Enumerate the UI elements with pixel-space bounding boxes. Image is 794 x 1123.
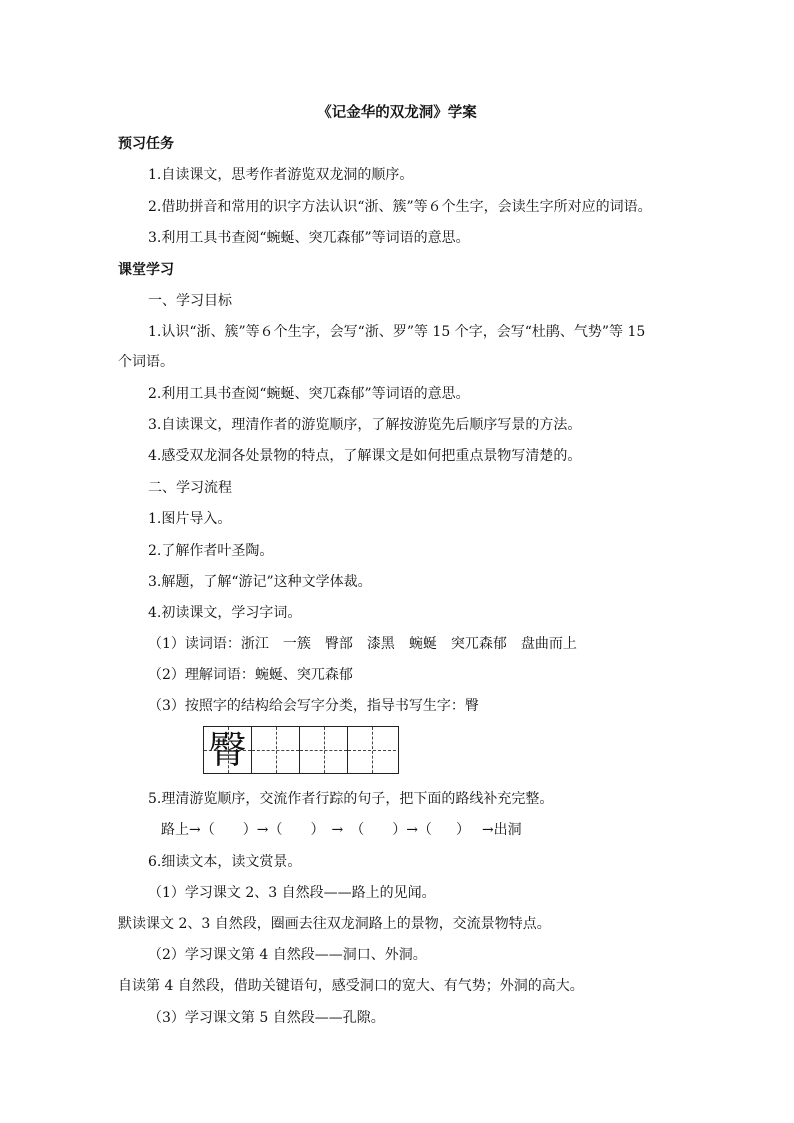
- step-4-2: （2）理解词语：蜿蜒、突兀森郁: [148, 667, 353, 683]
- goal-1-line-1: 1.认识“浙、簇”等６个生字，会写“浙、罗”等 15 个字，会写“杜鹃、气势”等 15: [148, 324, 646, 340]
- route-end: →出洞: [481, 822, 522, 838]
- practice-cell: [300, 727, 348, 773]
- practice-cell: [348, 727, 396, 773]
- preview-item-1: 1.自读课文，思考作者游览双龙洞的顺序。: [148, 167, 414, 183]
- step-6-1: （1）学习课文 2、3 自然段——路上的见闻。: [148, 885, 436, 901]
- practice-cell: [252, 727, 300, 773]
- route-start: 路上→（: [161, 822, 215, 838]
- writing-practice-grid: [203, 726, 399, 774]
- step-5: 5.理清游览顺序，交流作者行踪的句子，把下面的路线补充完整。: [148, 791, 554, 807]
- practice-cell-example: [204, 727, 252, 773]
- step-2: 2.了解作者叶圣陶。: [148, 543, 274, 559]
- route-blank-4: ）: [455, 822, 470, 838]
- step-3: 3.解题，了解“游记”这种文学体裁。: [148, 574, 372, 590]
- route-blank-3: ）→（: [392, 822, 432, 838]
- goal-2: 2.利用工具书查阅“蜿蜒、突兀森郁”等词语的意思。: [148, 386, 470, 402]
- step-6-3: （3）学习课文第 5 自然段——孔隙。: [148, 1010, 385, 1026]
- step-4-1: （1）读词语：浙江 一簇 臀部 漆黑 蜿蜒 突兀森郁 盘曲而上: [148, 636, 577, 652]
- step-4-3: （3）按照字的结构给会写字分类，指导书写生字：臀: [148, 698, 479, 714]
- section-heading-classroom: 课堂学习: [118, 262, 174, 278]
- preview-item-3: 3.利用工具书查阅“蜿蜒、突兀森郁”等词语的意思。: [148, 230, 470, 246]
- route-fill-in: [161, 821, 522, 839]
- step-6: 6.细读文本，读文赏景。: [148, 854, 302, 870]
- goal-3: 3.自读课文，理清作者的游览顺序，了解按游览先后顺序写景的方法。: [148, 417, 582, 433]
- route-blank-1: ）→（: [242, 822, 283, 838]
- goal-1-line-2: 个词语。: [118, 354, 174, 370]
- route-blank-2: ） → （: [310, 822, 365, 838]
- practice-character: 臀: [208, 728, 247, 772]
- preview-item-2: 2.借助拼音和常用的识字方法认识“浙、簇”等６个生字，会读生字所对应的词语。: [148, 199, 652, 215]
- goals-heading: 一、学习目标: [148, 293, 232, 309]
- step-1: 1.图片导入。: [148, 511, 232, 527]
- process-heading: 二、学习流程: [148, 480, 232, 496]
- step-6-2: （2）学习课文第 4 自然段——洞口、外洞。: [148, 947, 427, 963]
- section-heading-preview: 预习任务: [118, 136, 174, 152]
- step-4: 4.初读课文，学习字词。: [148, 605, 302, 621]
- step-6-1-text: 默读课文 2、3 自然段，圈画去往双龙洞路上的景物，交流景物特点。: [118, 916, 551, 932]
- step-6-2-text: 自读第 4 自然段，借助关键语句，感受洞口的宽大、有气势；外洞的高大。: [118, 978, 584, 994]
- goal-4: 4.感受双龙洞各处景物的特点，了解课文是如何把重点景物写清楚的。: [148, 448, 582, 464]
- document-title: 《记金华的双龙洞》学案: [317, 104, 477, 121]
